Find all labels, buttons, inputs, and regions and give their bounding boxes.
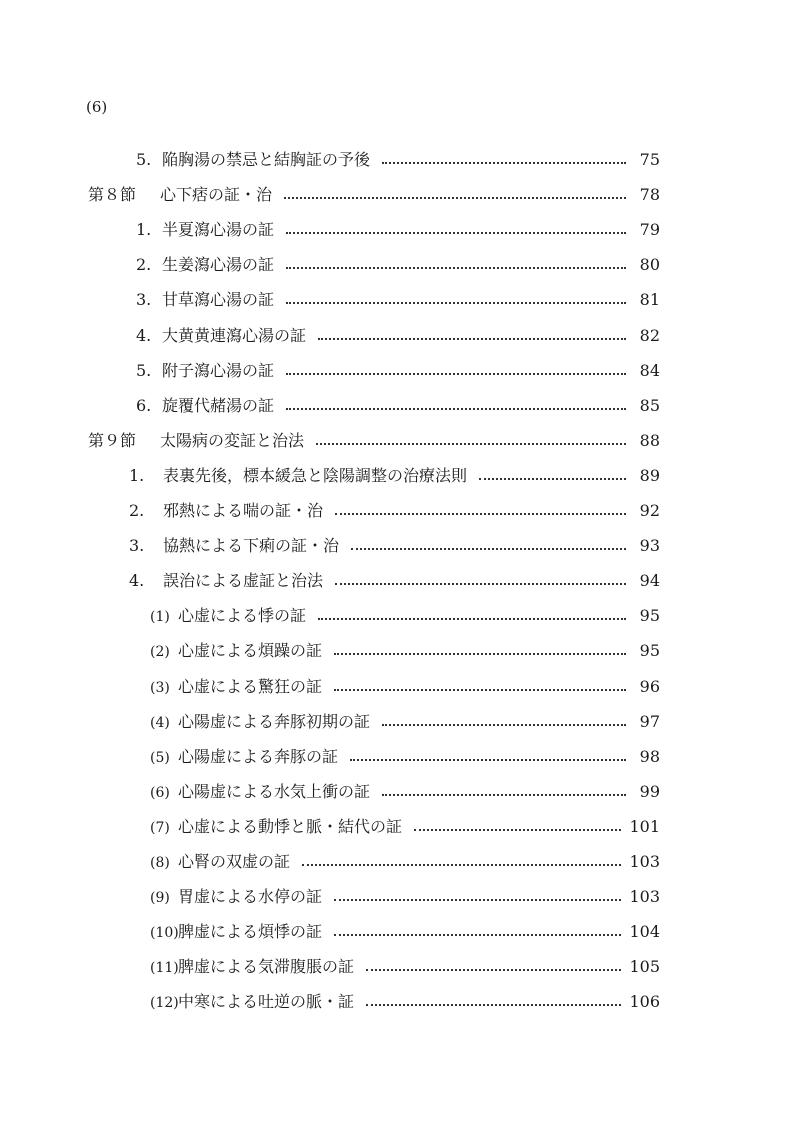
toc-entry-title: 脾虚による煩悸の証 [178, 922, 323, 941]
toc-entry-title: 心陽虚による水気上衝の証 [178, 782, 371, 801]
toc-entry-page: 79 [639, 220, 660, 239]
toc-entry-number: (4) [150, 715, 170, 731]
toc-entry [150, 817, 660, 837]
toc-entry-title: 旋覆代赭湯の証 [162, 396, 275, 415]
toc-entry [129, 501, 660, 521]
toc-entry [150, 712, 660, 732]
toc-entry-number: 4. [129, 571, 145, 590]
toc-entry [129, 466, 660, 486]
dot-leader [366, 1004, 621, 1006]
toc-entry-title: 太陽病の変証と治法 [160, 431, 305, 450]
toc-entry-page: 103 [629, 852, 660, 871]
toc-entry-page: 104 [629, 922, 660, 941]
dot-leader [286, 302, 626, 304]
toc-entry-page: 89 [639, 466, 660, 485]
toc-entry-title: 胃虚による水停の証 [178, 887, 323, 906]
toc-entry-title: 半夏瀉心湯の証 [162, 220, 275, 239]
toc-entry [150, 782, 660, 802]
dot-leader [334, 689, 626, 691]
toc-entry-number: 第９節 [88, 431, 137, 450]
toc-entry-title: 心虚による煩躁の証 [178, 641, 323, 660]
dot-leader [318, 618, 626, 620]
toc-entry-number: (1) [150, 609, 170, 625]
toc-entry-page: 99 [639, 782, 660, 801]
dot-leader [335, 583, 626, 585]
toc-entry [150, 606, 660, 626]
toc-entry-number: 第８節 [88, 185, 137, 204]
toc-entry-number: 2. [129, 501, 145, 520]
dot-leader [286, 232, 626, 234]
toc-entry-title: 生姜瀉心湯の証 [162, 255, 275, 274]
toc-entry [88, 185, 660, 205]
toc-entry [150, 747, 660, 767]
toc-entry-page: 85 [639, 396, 660, 415]
toc-entry-number: 2. [136, 255, 152, 274]
toc-entry-page: 105 [629, 957, 660, 976]
dot-leader [335, 513, 626, 515]
toc-entry [150, 852, 660, 872]
toc-entry-page: 92 [639, 501, 660, 520]
toc-entry-page: 106 [629, 992, 660, 1011]
dot-leader [284, 197, 626, 199]
toc-entry-page: 103 [629, 887, 660, 906]
toc-entry [129, 536, 660, 556]
toc-entry-number: (7) [150, 820, 170, 836]
toc-entry-title: 心腎の双虚の証 [178, 852, 291, 871]
toc-entry [136, 396, 660, 416]
toc-entry [150, 992, 660, 1012]
toc-entry-title: 脾虚による気滞腹脹の証 [178, 957, 355, 976]
toc-entry-page: 80 [639, 255, 660, 274]
toc-entry-page: 96 [639, 677, 660, 696]
toc-entry [150, 677, 660, 697]
toc-entry-number: 1. [136, 220, 152, 239]
toc-entry-page: 81 [639, 290, 660, 309]
toc-entry [136, 150, 660, 170]
toc-entry-title: 陥胸湯の禁忌と結胸証の予後 [162, 150, 371, 169]
dot-leader [302, 864, 621, 866]
toc-entry-title: 心虚による驚狂の証 [178, 677, 323, 696]
dot-leader [286, 267, 626, 269]
toc-entry-number: (3) [150, 680, 170, 696]
toc-entry-title: 心虚による悸の証 [178, 606, 307, 625]
dot-leader [414, 829, 621, 831]
toc-entry-title: 協熱による下痢の証・治 [163, 536, 340, 555]
dot-leader [350, 759, 626, 761]
toc-entry [136, 326, 660, 346]
toc-entry-title: 表裏先後，標本緩急と陰陽調整の治療法則 [163, 466, 468, 485]
toc-entry-title: 心陽虚による奔豚初期の証 [178, 712, 371, 731]
toc-entry-number: (2) [150, 644, 170, 660]
toc-entry-page: 97 [639, 712, 660, 731]
toc-entry [150, 957, 660, 977]
toc-entry-page: 78 [639, 185, 660, 204]
toc-entry [129, 571, 660, 591]
dot-leader [479, 478, 626, 480]
toc-entry-page: 98 [639, 747, 660, 766]
toc-entry-page: 95 [639, 641, 660, 660]
toc-entry-number: 5. [136, 361, 152, 380]
dot-leader [382, 794, 626, 796]
toc-entry-number: (12) [150, 995, 179, 1011]
toc-entry-number: 3. [129, 536, 145, 555]
toc-entry-page: 101 [629, 817, 660, 836]
toc-entry-number: (11) [150, 960, 179, 976]
toc-entry-number: (5) [150, 750, 170, 766]
toc-entry [136, 220, 660, 240]
toc-entry-title: 甘草瀉心湯の証 [162, 290, 275, 309]
page-number: (6) [86, 98, 108, 116]
dot-leader [382, 162, 626, 164]
toc-entry [136, 361, 660, 381]
toc-entry-title: 心下痞の証・治 [160, 185, 273, 204]
toc-entry-number: (9) [150, 890, 170, 906]
dot-leader [366, 969, 621, 971]
toc-entry-number: 1. [129, 466, 145, 485]
dot-leader [334, 934, 621, 936]
toc-entry [88, 431, 660, 451]
dot-leader [316, 443, 626, 445]
dot-leader [382, 724, 626, 726]
toc-entry-page: 84 [639, 361, 660, 380]
toc-entry-title: 中寒による吐逆の脈・証 [178, 992, 355, 1011]
toc-entry-page: 94 [639, 571, 660, 590]
toc-entry-number: 5. [136, 150, 152, 169]
toc-entry-number: 4. [136, 326, 152, 345]
toc-entry-title: 誤治による虚証と治法 [163, 571, 324, 590]
toc-entry-page: 93 [639, 536, 660, 555]
toc-entry [150, 641, 660, 661]
toc-entry-title: 大黄黄連瀉心湯の証 [162, 326, 307, 345]
dot-leader [334, 653, 626, 655]
dot-leader [286, 373, 626, 375]
toc-entry-title: 附子瀉心湯の証 [162, 361, 275, 380]
dot-leader [286, 408, 626, 410]
dot-leader [334, 899, 621, 901]
toc-entry-page: 82 [639, 326, 660, 345]
toc-entry-title: 心虚による動悸と脈・結代の証 [178, 817, 403, 836]
toc-entry-title: 邪熱による喘の証・治 [163, 501, 324, 520]
toc-entry [136, 290, 660, 310]
toc-entry-number: (8) [150, 855, 170, 871]
toc-entry [136, 255, 660, 275]
toc-entry [150, 887, 660, 907]
dot-leader [351, 548, 626, 550]
toc-entry [150, 922, 660, 942]
toc-entry-page: 88 [639, 431, 660, 450]
toc-entry-number: (10) [150, 925, 179, 941]
toc-entry-number: (6) [150, 785, 170, 801]
toc-entry-number: 3. [136, 290, 152, 309]
toc-entry-page: 95 [639, 606, 660, 625]
toc-entry-title: 心陽虚による奔豚の証 [178, 747, 339, 766]
dot-leader [318, 338, 626, 340]
toc-entry-page: 75 [639, 150, 660, 169]
toc-entry-number: 6. [136, 396, 152, 415]
